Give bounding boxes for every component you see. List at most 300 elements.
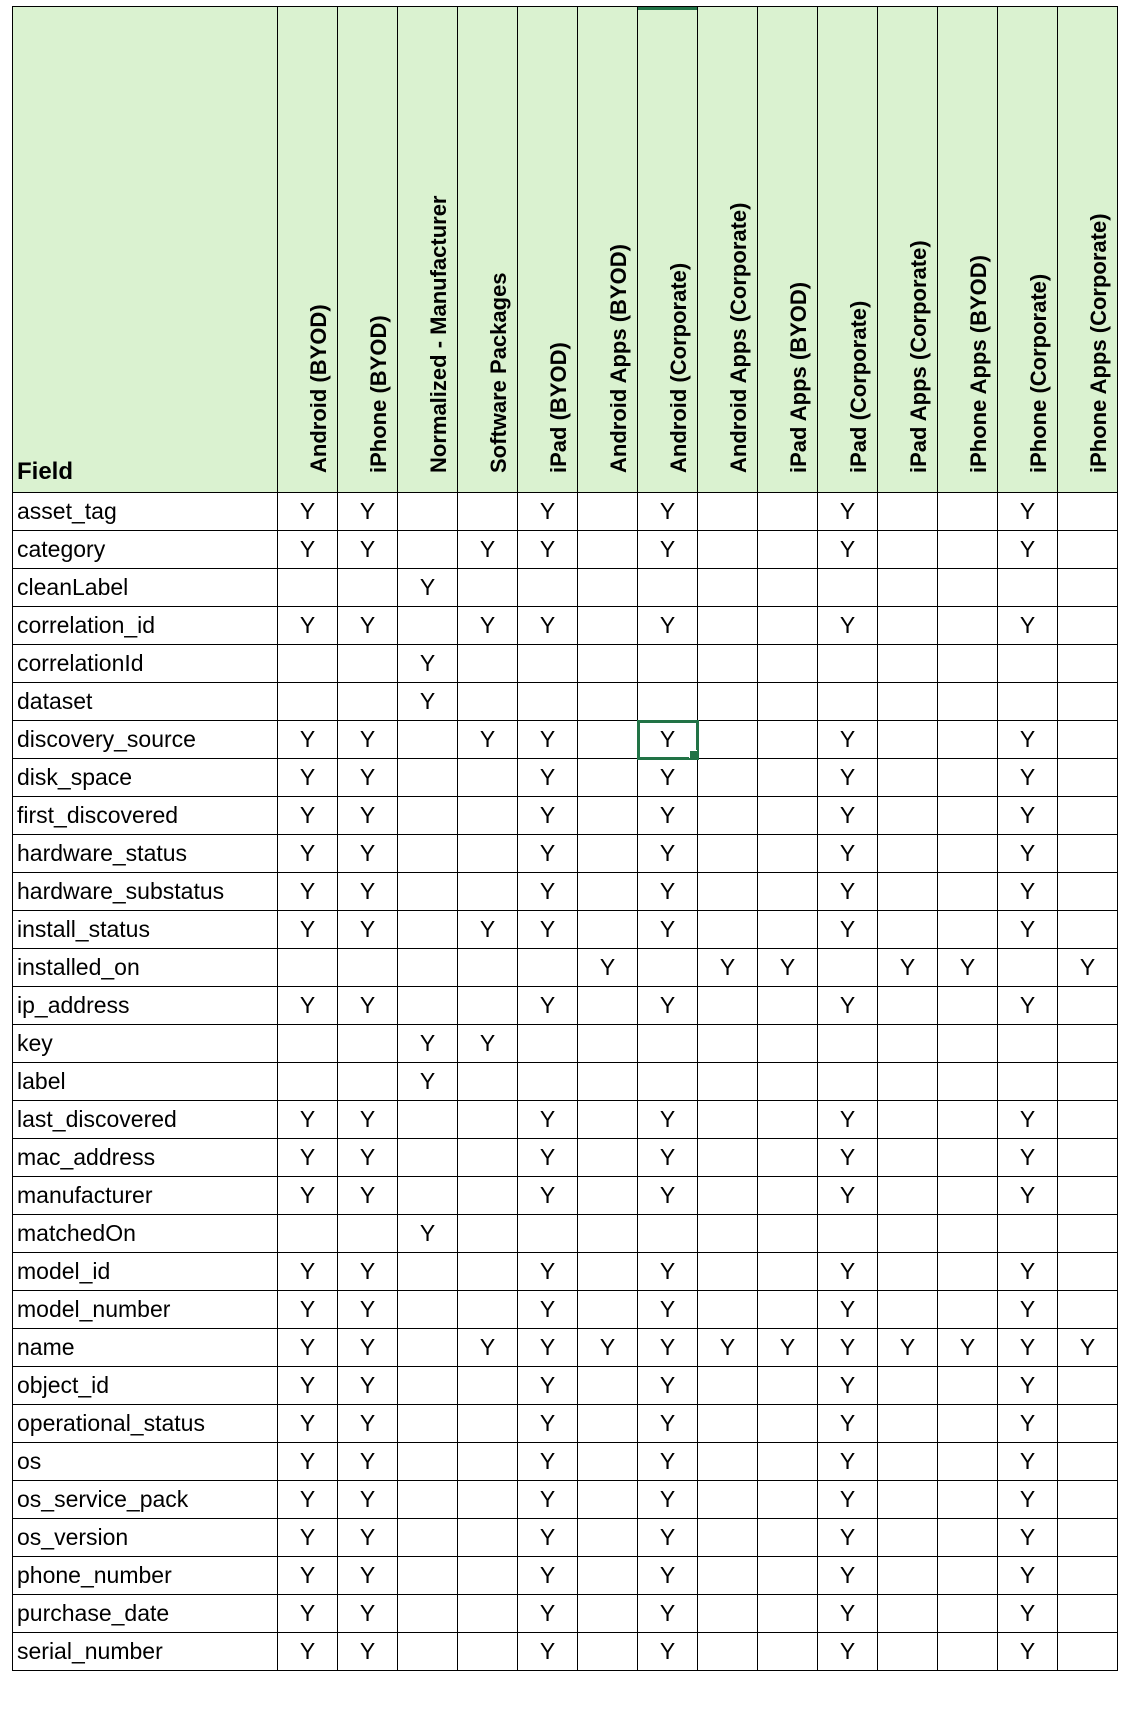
value-cell[interactable]	[1058, 1367, 1118, 1405]
value-cell[interactable]: Y	[398, 1063, 458, 1101]
value-cell[interactable]: Y	[338, 1177, 398, 1215]
value-cell[interactable]	[278, 1215, 338, 1253]
value-cell[interactable]	[938, 683, 998, 721]
value-cell[interactable]: Y	[518, 1557, 578, 1595]
value-cell[interactable]: Y	[818, 1595, 878, 1633]
value-cell[interactable]: Y	[338, 1329, 398, 1367]
value-cell[interactable]	[578, 797, 638, 835]
value-cell[interactable]	[578, 1557, 638, 1595]
value-cell[interactable]	[878, 1139, 938, 1177]
value-cell[interactable]	[698, 1063, 758, 1101]
value-cell[interactable]: Y	[278, 1101, 338, 1139]
value-cell[interactable]	[1058, 759, 1118, 797]
value-cell[interactable]: Y	[998, 1481, 1058, 1519]
value-cell[interactable]: Y	[998, 1329, 1058, 1367]
value-cell[interactable]: Y	[998, 987, 1058, 1025]
value-cell[interactable]	[578, 1367, 638, 1405]
value-cell[interactable]	[878, 1215, 938, 1253]
value-cell[interactable]: Y	[458, 1025, 518, 1063]
value-cell[interactable]: Y	[638, 1101, 698, 1139]
value-cell[interactable]: Y	[638, 1519, 698, 1557]
field-name-cell[interactable]: name	[13, 1329, 278, 1367]
value-cell[interactable]: Y	[518, 1177, 578, 1215]
column-header[interactable]	[578, 7, 638, 493]
value-cell[interactable]	[938, 835, 998, 873]
value-cell[interactable]	[698, 911, 758, 949]
value-cell[interactable]: Y	[818, 759, 878, 797]
value-cell[interactable]	[878, 797, 938, 835]
value-cell[interactable]	[278, 949, 338, 987]
value-cell[interactable]: Y	[278, 1443, 338, 1481]
value-cell[interactable]: Y	[818, 1139, 878, 1177]
value-cell[interactable]: Y	[998, 1177, 1058, 1215]
value-cell[interactable]	[398, 531, 458, 569]
value-cell[interactable]: Y	[338, 987, 398, 1025]
value-cell[interactable]	[758, 987, 818, 1025]
value-cell[interactable]	[878, 873, 938, 911]
value-cell[interactable]	[878, 1519, 938, 1557]
field-name-cell[interactable]: install_status	[13, 911, 278, 949]
value-cell[interactable]: Y	[278, 721, 338, 759]
value-cell[interactable]	[878, 645, 938, 683]
value-cell[interactable]	[1058, 683, 1118, 721]
value-cell[interactable]	[458, 1405, 518, 1443]
value-cell[interactable]	[398, 1139, 458, 1177]
field-name-cell[interactable]: last_discovered	[13, 1101, 278, 1139]
value-cell[interactable]	[578, 1253, 638, 1291]
value-cell[interactable]: Y	[338, 759, 398, 797]
value-cell[interactable]	[1058, 569, 1118, 607]
column-header[interactable]	[698, 7, 758, 493]
value-cell[interactable]: Y	[818, 1367, 878, 1405]
value-cell[interactable]	[758, 1101, 818, 1139]
value-cell[interactable]	[458, 759, 518, 797]
value-cell[interactable]	[758, 1291, 818, 1329]
value-cell[interactable]	[818, 569, 878, 607]
value-cell[interactable]	[998, 1063, 1058, 1101]
value-cell[interactable]: Y	[338, 1557, 398, 1595]
value-cell[interactable]: Y	[278, 1519, 338, 1557]
value-cell[interactable]	[578, 1063, 638, 1101]
value-cell[interactable]	[878, 1481, 938, 1519]
value-cell[interactable]	[758, 645, 818, 683]
value-cell[interactable]: Y	[278, 873, 338, 911]
field-name-cell[interactable]: installed_on	[13, 949, 278, 987]
value-cell[interactable]	[938, 987, 998, 1025]
value-cell[interactable]: Y	[638, 911, 698, 949]
value-cell[interactable]	[398, 759, 458, 797]
value-cell[interactable]	[758, 1481, 818, 1519]
value-cell[interactable]	[338, 949, 398, 987]
value-cell[interactable]	[458, 1519, 518, 1557]
value-cell[interactable]	[398, 797, 458, 835]
value-cell[interactable]	[1058, 1519, 1118, 1557]
value-cell[interactable]	[758, 1595, 818, 1633]
value-cell[interactable]: Y	[818, 1291, 878, 1329]
value-cell[interactable]: Y	[638, 493, 698, 531]
value-cell[interactable]	[1058, 1025, 1118, 1063]
value-cell[interactable]	[398, 1367, 458, 1405]
value-cell[interactable]	[1058, 1557, 1118, 1595]
value-cell[interactable]	[698, 1443, 758, 1481]
selected-cell[interactable]: Y	[638, 721, 698, 759]
value-cell[interactable]	[458, 1443, 518, 1481]
value-cell[interactable]	[338, 1215, 398, 1253]
column-header[interactable]	[938, 7, 998, 493]
value-cell[interactable]	[398, 1329, 458, 1367]
value-cell[interactable]	[698, 873, 758, 911]
value-cell[interactable]: Y	[998, 835, 1058, 873]
value-cell[interactable]	[338, 683, 398, 721]
value-cell[interactable]	[518, 683, 578, 721]
value-cell[interactable]: Y	[638, 1405, 698, 1443]
value-cell[interactable]: Y	[998, 797, 1058, 835]
value-cell[interactable]	[1058, 1253, 1118, 1291]
value-cell[interactable]	[398, 949, 458, 987]
value-cell[interactable]: Y	[338, 1253, 398, 1291]
value-cell[interactable]: Y	[278, 1557, 338, 1595]
value-cell[interactable]: Y	[338, 835, 398, 873]
value-cell[interactable]: Y	[938, 1329, 998, 1367]
field-name-cell[interactable]: hardware_substatus	[13, 873, 278, 911]
value-cell[interactable]: Y	[998, 1253, 1058, 1291]
value-cell[interactable]	[398, 607, 458, 645]
value-cell[interactable]	[698, 1481, 758, 1519]
value-cell[interactable]	[698, 1519, 758, 1557]
value-cell[interactable]	[398, 1443, 458, 1481]
value-cell[interactable]	[1058, 1291, 1118, 1329]
value-cell[interactable]	[758, 1025, 818, 1063]
value-cell[interactable]	[398, 1291, 458, 1329]
value-cell[interactable]: Y	[578, 949, 638, 987]
value-cell[interactable]: Y	[518, 1367, 578, 1405]
value-cell[interactable]	[1058, 1633, 1118, 1671]
value-cell[interactable]	[698, 721, 758, 759]
value-cell[interactable]	[1058, 1101, 1118, 1139]
value-cell[interactable]: Y	[758, 1329, 818, 1367]
field-name-cell[interactable]: object_id	[13, 1367, 278, 1405]
value-cell[interactable]	[878, 1177, 938, 1215]
value-cell[interactable]	[578, 1139, 638, 1177]
value-cell[interactable]	[458, 949, 518, 987]
value-cell[interactable]	[1058, 493, 1118, 531]
value-cell[interactable]: Y	[998, 1443, 1058, 1481]
value-cell[interactable]	[698, 1253, 758, 1291]
value-cell[interactable]: Y	[818, 607, 878, 645]
value-cell[interactable]	[938, 1063, 998, 1101]
value-cell[interactable]: Y	[278, 1329, 338, 1367]
value-cell[interactable]	[938, 1291, 998, 1329]
value-cell[interactable]	[458, 873, 518, 911]
value-cell[interactable]	[578, 873, 638, 911]
value-cell[interactable]	[638, 683, 698, 721]
value-cell[interactable]	[818, 949, 878, 987]
field-name-cell[interactable]: correlationId	[13, 645, 278, 683]
value-cell[interactable]	[1058, 1595, 1118, 1633]
value-cell[interactable]: Y	[818, 1633, 878, 1671]
value-cell[interactable]: Y	[278, 911, 338, 949]
value-cell[interactable]	[458, 1633, 518, 1671]
value-cell[interactable]: Y	[338, 531, 398, 569]
field-name-cell[interactable]: label	[13, 1063, 278, 1101]
value-cell[interactable]	[1058, 1139, 1118, 1177]
value-cell[interactable]: Y	[638, 835, 698, 873]
value-cell[interactable]	[638, 1215, 698, 1253]
value-cell[interactable]	[878, 683, 938, 721]
value-cell[interactable]	[938, 607, 998, 645]
value-cell[interactable]	[938, 645, 998, 683]
value-cell[interactable]	[638, 569, 698, 607]
value-cell[interactable]: Y	[998, 1595, 1058, 1633]
value-cell[interactable]	[578, 1101, 638, 1139]
value-cell[interactable]	[938, 1557, 998, 1595]
value-cell[interactable]: Y	[458, 531, 518, 569]
value-cell[interactable]: Y	[338, 1291, 398, 1329]
value-cell[interactable]: Y	[578, 1329, 638, 1367]
value-cell[interactable]: Y	[518, 721, 578, 759]
value-cell[interactable]	[518, 645, 578, 683]
value-cell[interactable]	[578, 987, 638, 1025]
value-cell[interactable]	[578, 1595, 638, 1633]
value-cell[interactable]	[458, 1595, 518, 1633]
value-cell[interactable]	[878, 759, 938, 797]
value-cell[interactable]: Y	[518, 1595, 578, 1633]
value-cell[interactable]: Y	[998, 1291, 1058, 1329]
value-cell[interactable]: Y	[518, 493, 578, 531]
value-cell[interactable]	[878, 1633, 938, 1671]
value-cell[interactable]: Y	[278, 1481, 338, 1519]
value-cell[interactable]	[1058, 797, 1118, 835]
value-cell[interactable]	[278, 645, 338, 683]
value-cell[interactable]: Y	[518, 759, 578, 797]
value-cell[interactable]	[338, 645, 398, 683]
value-cell[interactable]	[398, 1481, 458, 1519]
value-cell[interactable]: Y	[398, 683, 458, 721]
fill-handle[interactable]	[689, 750, 698, 759]
value-cell[interactable]: Y	[818, 721, 878, 759]
value-cell[interactable]	[398, 1177, 458, 1215]
value-cell[interactable]	[938, 797, 998, 835]
value-cell[interactable]: Y	[338, 1367, 398, 1405]
value-cell[interactable]: Y	[818, 531, 878, 569]
value-cell[interactable]	[458, 1253, 518, 1291]
value-cell[interactable]	[758, 1443, 818, 1481]
field-name-cell[interactable]: model_id	[13, 1253, 278, 1291]
value-cell[interactable]	[698, 569, 758, 607]
value-cell[interactable]	[518, 569, 578, 607]
value-cell[interactable]: Y	[518, 531, 578, 569]
value-cell[interactable]: Y	[518, 1405, 578, 1443]
value-cell[interactable]: Y	[278, 1367, 338, 1405]
value-cell[interactable]	[398, 987, 458, 1025]
value-cell[interactable]: Y	[638, 1253, 698, 1291]
value-cell[interactable]: Y	[278, 987, 338, 1025]
value-cell[interactable]: Y	[518, 987, 578, 1025]
value-cell[interactable]	[578, 493, 638, 531]
value-cell[interactable]: Y	[278, 1595, 338, 1633]
value-cell[interactable]	[878, 1025, 938, 1063]
value-cell[interactable]	[878, 1405, 938, 1443]
value-cell[interactable]	[878, 1101, 938, 1139]
value-cell[interactable]	[698, 531, 758, 569]
value-cell[interactable]	[698, 1177, 758, 1215]
column-header[interactable]	[458, 7, 518, 493]
value-cell[interactable]: Y	[878, 1329, 938, 1367]
value-cell[interactable]	[938, 1253, 998, 1291]
value-cell[interactable]	[278, 683, 338, 721]
value-cell[interactable]	[758, 1633, 818, 1671]
field-name-cell[interactable]: ip_address	[13, 987, 278, 1025]
value-cell[interactable]: Y	[338, 721, 398, 759]
value-cell[interactable]	[578, 531, 638, 569]
field-name-cell[interactable]: hardware_status	[13, 835, 278, 873]
field-name-cell[interactable]: cleanLabel	[13, 569, 278, 607]
value-cell[interactable]	[878, 1367, 938, 1405]
value-cell[interactable]	[938, 1481, 998, 1519]
field-name-cell[interactable]: phone_number	[13, 1557, 278, 1595]
value-cell[interactable]: Y	[458, 721, 518, 759]
value-cell[interactable]	[938, 911, 998, 949]
value-cell[interactable]: Y	[398, 1215, 458, 1253]
value-cell[interactable]	[1058, 835, 1118, 873]
value-cell[interactable]: Y	[518, 1481, 578, 1519]
value-cell[interactable]	[518, 1025, 578, 1063]
value-cell[interactable]	[578, 1405, 638, 1443]
value-cell[interactable]	[938, 531, 998, 569]
value-cell[interactable]: Y	[998, 1405, 1058, 1443]
value-cell[interactable]	[638, 1025, 698, 1063]
value-cell[interactable]	[458, 1139, 518, 1177]
value-cell[interactable]: Y	[818, 1481, 878, 1519]
value-cell[interactable]	[458, 1291, 518, 1329]
value-cell[interactable]: Y	[278, 1405, 338, 1443]
value-cell[interactable]	[758, 683, 818, 721]
value-cell[interactable]: Y	[518, 1253, 578, 1291]
value-cell[interactable]: Y	[998, 1519, 1058, 1557]
value-cell[interactable]	[458, 645, 518, 683]
value-cell[interactable]	[578, 1443, 638, 1481]
value-cell[interactable]	[938, 1139, 998, 1177]
value-cell[interactable]	[698, 1405, 758, 1443]
value-cell[interactable]: Y	[278, 531, 338, 569]
value-cell[interactable]: Y	[338, 1443, 398, 1481]
value-cell[interactable]	[458, 797, 518, 835]
value-cell[interactable]	[1058, 1177, 1118, 1215]
value-cell[interactable]	[458, 1481, 518, 1519]
value-cell[interactable]	[398, 873, 458, 911]
value-cell[interactable]	[398, 721, 458, 759]
value-cell[interactable]: Y	[338, 493, 398, 531]
value-cell[interactable]: Y	[998, 873, 1058, 911]
value-cell[interactable]	[698, 1367, 758, 1405]
value-cell[interactable]	[578, 683, 638, 721]
value-cell[interactable]	[458, 1557, 518, 1595]
value-cell[interactable]	[278, 1063, 338, 1101]
column-header[interactable]	[818, 7, 878, 493]
value-cell[interactable]	[878, 911, 938, 949]
value-cell[interactable]	[878, 987, 938, 1025]
value-cell[interactable]	[1058, 531, 1118, 569]
value-cell[interactable]	[818, 1215, 878, 1253]
value-cell[interactable]: Y	[818, 1519, 878, 1557]
value-cell[interactable]: Y	[818, 1329, 878, 1367]
value-cell[interactable]: Y	[518, 1101, 578, 1139]
value-cell[interactable]	[698, 683, 758, 721]
value-cell[interactable]	[458, 1367, 518, 1405]
value-cell[interactable]	[698, 759, 758, 797]
value-cell[interactable]	[818, 645, 878, 683]
value-cell[interactable]	[878, 607, 938, 645]
value-cell[interactable]	[698, 1595, 758, 1633]
value-cell[interactable]	[1058, 911, 1118, 949]
value-cell[interactable]	[758, 911, 818, 949]
value-cell[interactable]: Y	[338, 1139, 398, 1177]
value-cell[interactable]	[698, 1139, 758, 1177]
value-cell[interactable]	[398, 1253, 458, 1291]
value-cell[interactable]: Y	[998, 759, 1058, 797]
value-cell[interactable]: Y	[518, 911, 578, 949]
value-cell[interactable]: Y	[398, 1025, 458, 1063]
value-cell[interactable]	[758, 873, 818, 911]
value-cell[interactable]: Y	[758, 949, 818, 987]
value-cell[interactable]	[698, 493, 758, 531]
value-cell[interactable]	[698, 1025, 758, 1063]
value-cell[interactable]: Y	[518, 873, 578, 911]
value-cell[interactable]	[698, 1215, 758, 1253]
value-cell[interactable]	[698, 645, 758, 683]
value-cell[interactable]	[938, 721, 998, 759]
value-cell[interactable]: Y	[818, 493, 878, 531]
value-cell[interactable]: Y	[638, 797, 698, 835]
value-cell[interactable]	[758, 531, 818, 569]
value-cell[interactable]	[938, 493, 998, 531]
value-cell[interactable]	[998, 645, 1058, 683]
value-cell[interactable]	[938, 1519, 998, 1557]
value-cell[interactable]: Y	[518, 797, 578, 835]
value-cell[interactable]: Y	[278, 1253, 338, 1291]
value-cell[interactable]	[758, 797, 818, 835]
value-cell[interactable]	[458, 1215, 518, 1253]
value-cell[interactable]	[1058, 1063, 1118, 1101]
value-cell[interactable]: Y	[338, 1405, 398, 1443]
value-cell[interactable]: Y	[638, 607, 698, 645]
value-cell[interactable]: Y	[998, 1633, 1058, 1671]
value-cell[interactable]	[518, 949, 578, 987]
value-cell[interactable]	[938, 759, 998, 797]
value-cell[interactable]: Y	[998, 1367, 1058, 1405]
value-cell[interactable]	[1058, 1443, 1118, 1481]
value-cell[interactable]	[398, 1557, 458, 1595]
value-cell[interactable]	[1058, 721, 1118, 759]
value-cell[interactable]	[578, 835, 638, 873]
value-cell[interactable]	[938, 569, 998, 607]
value-cell[interactable]: Y	[338, 1633, 398, 1671]
value-cell[interactable]: Y	[638, 759, 698, 797]
value-cell[interactable]	[578, 911, 638, 949]
value-cell[interactable]: Y	[518, 1443, 578, 1481]
value-cell[interactable]	[758, 569, 818, 607]
value-cell[interactable]	[938, 1215, 998, 1253]
value-cell[interactable]	[458, 569, 518, 607]
value-cell[interactable]: Y	[1058, 949, 1118, 987]
value-cell[interactable]	[938, 1595, 998, 1633]
field-name-cell[interactable]: mac_address	[13, 1139, 278, 1177]
value-cell[interactable]	[578, 1177, 638, 1215]
value-cell[interactable]	[758, 835, 818, 873]
value-cell[interactable]: Y	[518, 1139, 578, 1177]
value-cell[interactable]	[938, 1405, 998, 1443]
value-cell[interactable]	[758, 759, 818, 797]
